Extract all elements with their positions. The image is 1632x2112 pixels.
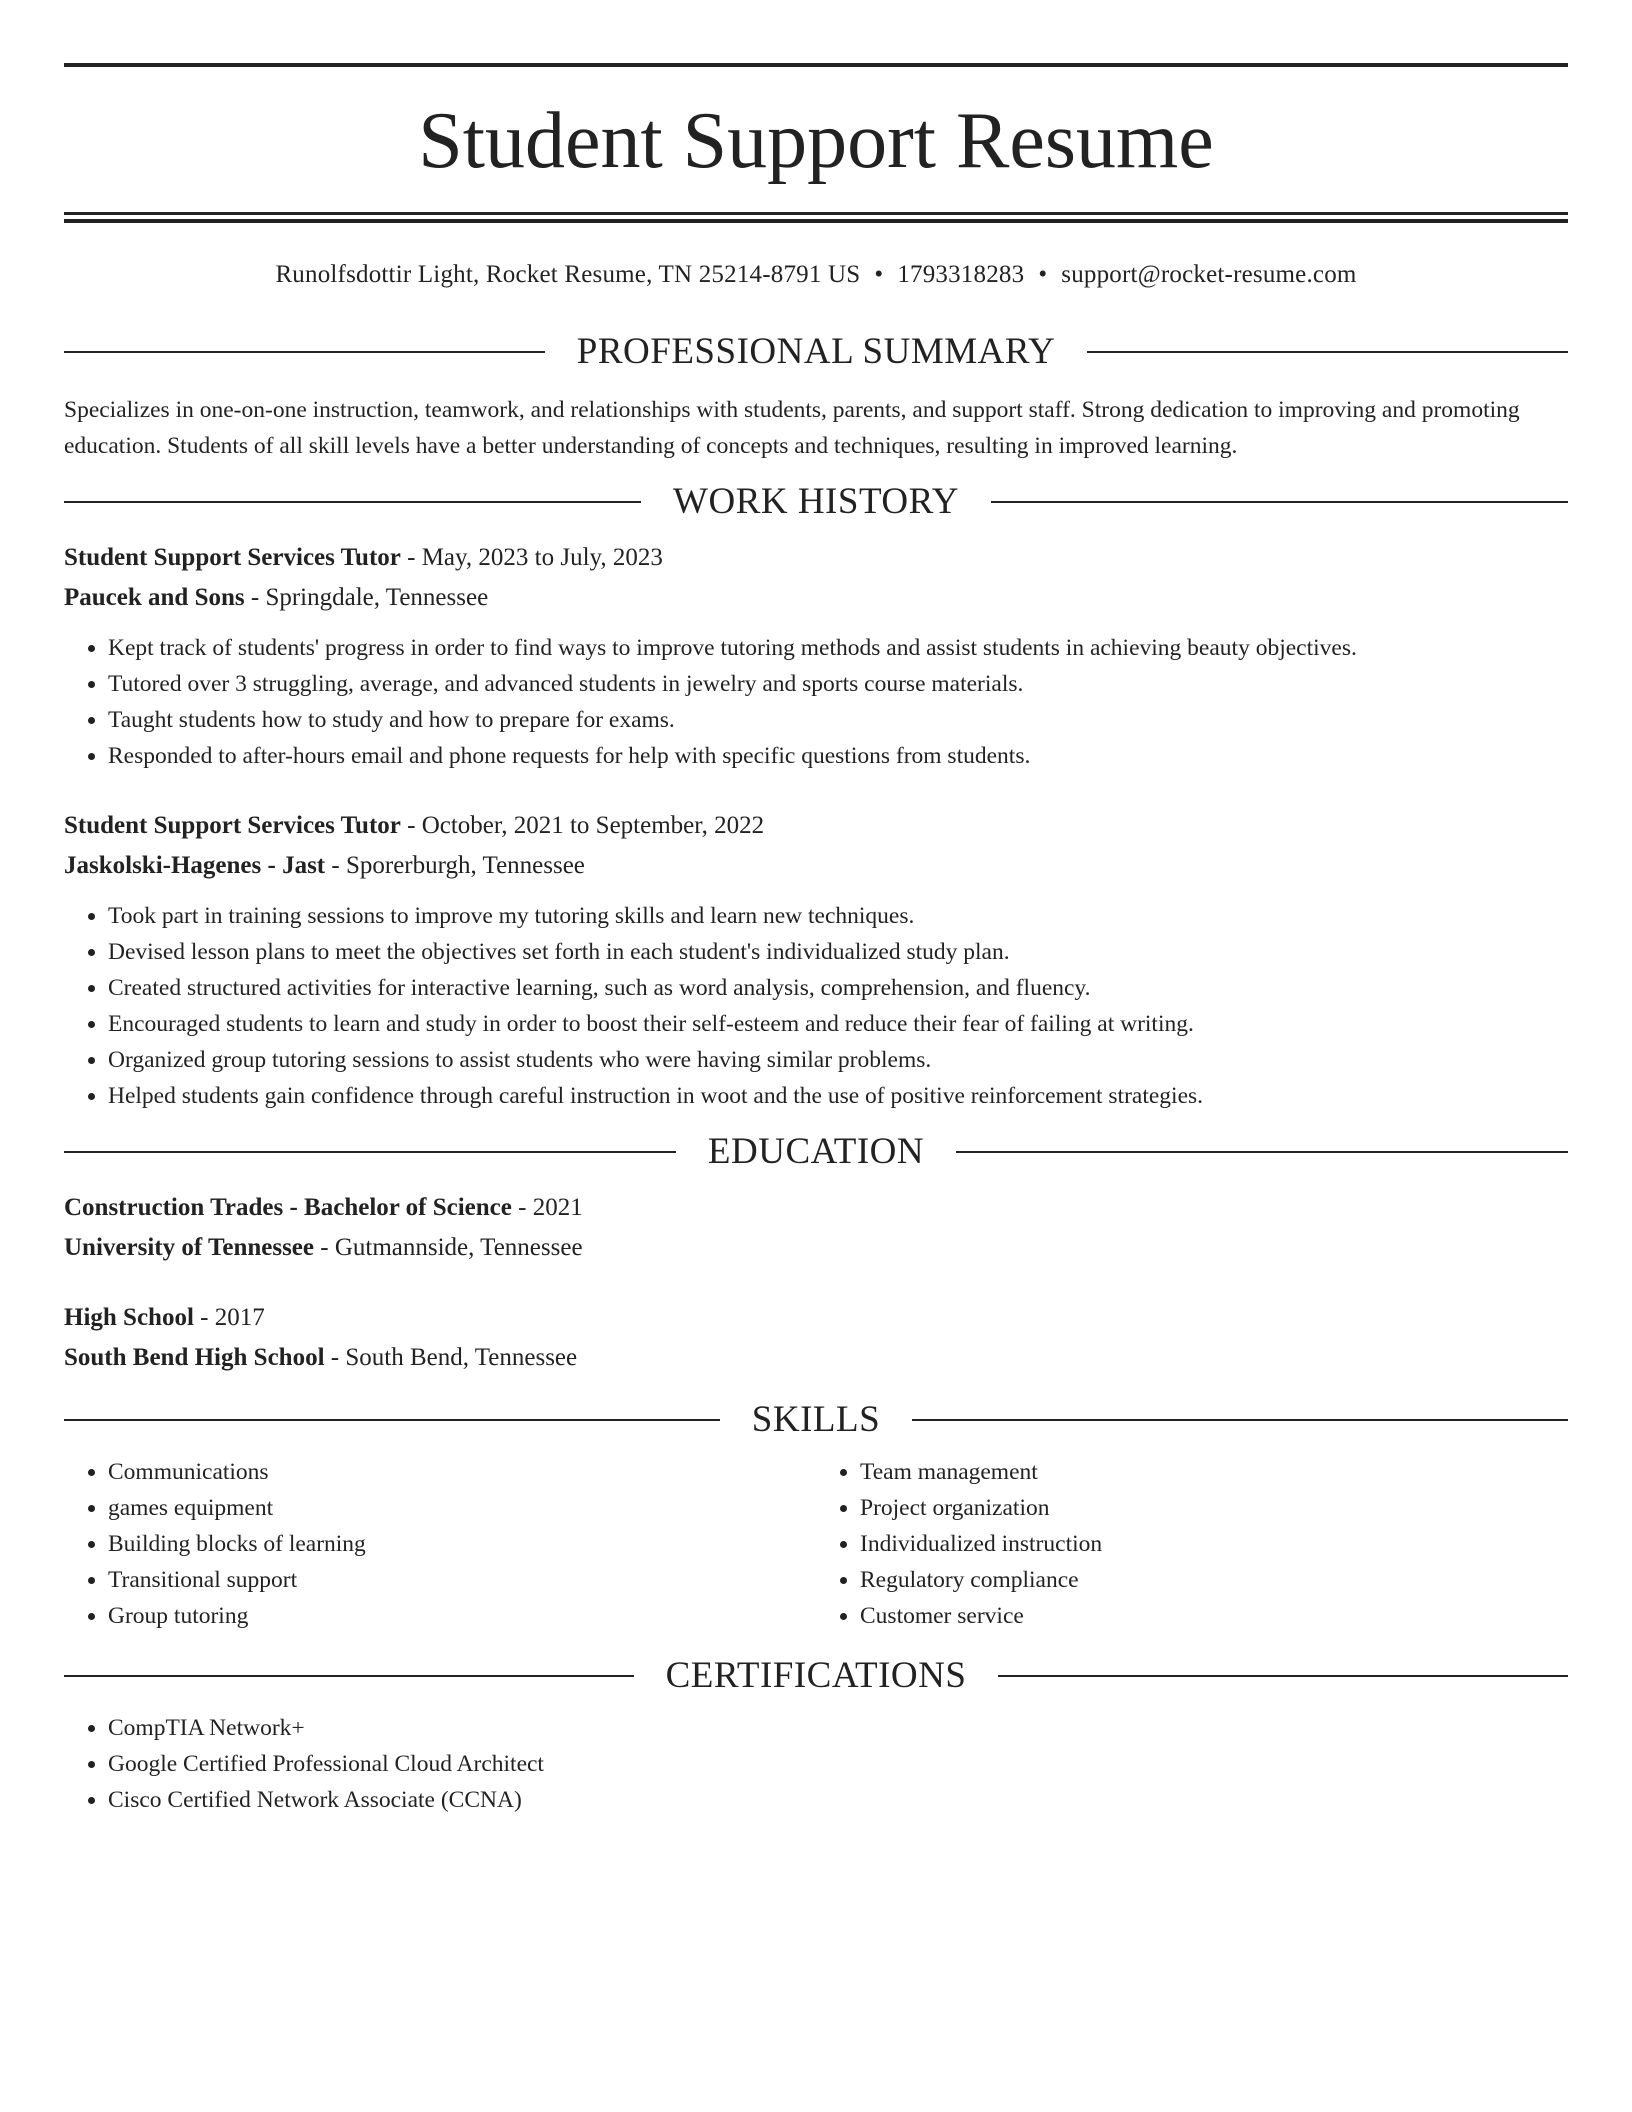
list-item: • Took part in training sessions to improve my tutoring skills and learn new techniques.: [108, 898, 1568, 934]
section-heading-skills: [64, 1400, 1568, 1440]
list-item: • Taught students how to study and how to prepare for exams.: [108, 702, 1568, 738]
education-degree-line: [64, 1298, 1568, 1338]
contact-email: support@rocket-resume.com: [1061, 261, 1357, 288]
job-company-line: [64, 846, 1568, 886]
skills-list-right: [816, 1454, 1568, 1634]
job-company: Paucek and Sons: [64, 584, 245, 611]
contact-separator: •: [1038, 261, 1048, 288]
list-item: • Project organization: [860, 1490, 1568, 1526]
job-company: Jaskolski-Hagenes - Jast: [64, 852, 326, 879]
contact-separator: •: [874, 261, 884, 288]
list-item: • Communications: [108, 1454, 816, 1490]
list-item: • Individualized instruction: [860, 1526, 1568, 1562]
section-heading-education: [64, 1132, 1568, 1172]
list-item: • Cisco Certified Network Associate (CCNA): [108, 1782, 1568, 1818]
contact-phone: 1793318283: [897, 261, 1025, 288]
job-entry: [64, 806, 1568, 1114]
contact-line: [64, 260, 1568, 290]
list-item: • Devised lesson plans to meet the objectives set forth in each student's individualized study plan.: [108, 934, 1568, 970]
list-item: • Encouraged students to learn and study in order to boost their self-esteem and reduce their fear of failing at writing.: [108, 1006, 1568, 1042]
list-item: • Regulatory compliance: [860, 1562, 1568, 1598]
top-rule: [64, 63, 1568, 67]
job-bullets: [64, 630, 1568, 774]
list-item: • Team management: [860, 1454, 1568, 1490]
list-item: • Transitional support: [108, 1562, 816, 1598]
job-dates: - October, 2021 to September, 2022: [400, 812, 765, 839]
section-heading-summary: [64, 332, 1568, 372]
skills-list-left: [64, 1454, 816, 1634]
job-company-line: [64, 578, 1568, 618]
education-year: - 2021: [511, 1194, 583, 1221]
education-degree: Construction Trades - Bachelor of Science: [64, 1194, 512, 1221]
education-school-line: [64, 1338, 1568, 1378]
section-heading-certifications: [64, 1656, 1568, 1696]
section-heading-work-history: [64, 482, 1568, 522]
job-entry: [64, 538, 1568, 774]
list-item: • Tutored over 3 struggling, average, and advanced students in jewelry and sports course materials.: [108, 666, 1568, 702]
list-item: • Customer service: [860, 1598, 1568, 1634]
job-title: Student Support Services Tutor: [64, 812, 401, 839]
job-dates: - May, 2023 to July, 2023: [400, 544, 663, 571]
list-item: • Google Certified Professional Cloud Architect: [108, 1746, 1568, 1782]
title-double-rule: [64, 212, 1568, 222]
education-school: South Bend High School: [64, 1344, 325, 1371]
education-location: - Gutmannside, Tennessee: [314, 1234, 583, 1261]
education-year: - 2017: [193, 1304, 265, 1331]
resume-title: Student Support Resume: [418, 97, 1214, 185]
list-item: • Group tutoring: [108, 1598, 816, 1634]
list-item: • Responded to after-hours email and phone requests for help with specific questions from students.: [108, 738, 1568, 774]
job-bullets: [64, 898, 1568, 1114]
section-label: SKILLS: [751, 1399, 881, 1440]
education-school: University of Tennessee: [64, 1234, 314, 1261]
certifications-list: [64, 1710, 1568, 1818]
education-school-line: [64, 1228, 1568, 1268]
job-location: - Sporerburgh, Tennessee: [325, 852, 585, 879]
job-title: Student Support Services Tutor: [64, 544, 401, 571]
job-title-line: [64, 538, 1568, 578]
contact-address: Runolfsdottir Light, Rocket Resume, TN 25214-8791 US: [275, 261, 861, 288]
job-title-line: [64, 806, 1568, 846]
skills-columns: [64, 1454, 1568, 1634]
education-degree: High School: [64, 1304, 194, 1331]
job-location: - Springdale, Tennessee: [244, 584, 489, 611]
list-item: • Helped students gain confidence through careful instruction in woot and the use of positive reinforcement strategies.: [108, 1078, 1568, 1114]
section-label: CERTIFICATIONS: [665, 1655, 967, 1696]
section-label: WORK HISTORY: [673, 481, 959, 522]
list-item: • Created structured activities for interactive learning, such as word analysis, comprehension, and fluency.: [108, 970, 1568, 1006]
list-item: • games equipment: [108, 1490, 816, 1526]
list-item: • CompTIA Network+: [108, 1710, 1568, 1746]
section-label: PROFESSIONAL SUMMARY: [576, 331, 1056, 372]
section-label: EDUCATION: [707, 1131, 925, 1172]
list-item: • Building blocks of learning: [108, 1526, 816, 1562]
education-location: - South Bend, Tennessee: [324, 1344, 578, 1371]
education-degree-line: [64, 1188, 1568, 1228]
education-entry: [64, 1298, 1568, 1378]
list-item: • Kept track of students' progress in order to find ways to improve tutoring methods and assist students in achieving beauty objectives.: [108, 630, 1568, 666]
education-entry: [64, 1188, 1568, 1268]
list-item: • Organized group tutoring sessions to assist students who were having similar problems.: [108, 1042, 1568, 1078]
summary-text: Specializes in one-on-one instruction, teamwork, and relationships with students, parents, and support staff. Strong dedication to improving and promoting education. Students of all skill levels have a better understanding of concepts and techniques, resulting in improved learning.: [64, 397, 1520, 459]
